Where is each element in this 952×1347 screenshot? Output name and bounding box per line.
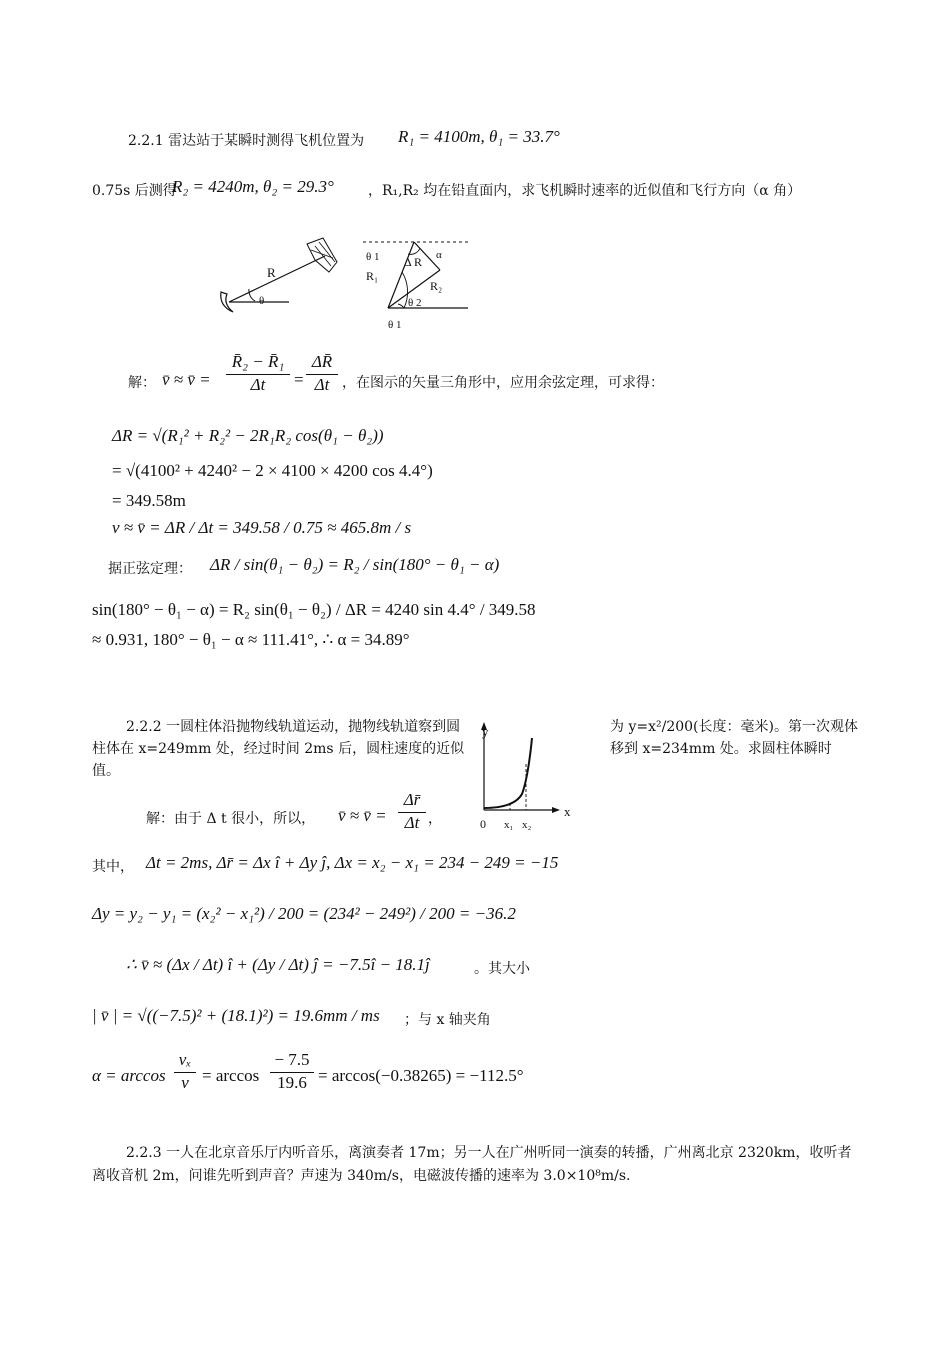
fraction-1-denominator: Δt: [250, 375, 266, 394]
theta1-top-label: θ 1: [366, 251, 380, 263]
sine-rule-eq: ΔR / sin(θ₁ − θ₂) = R₂ / sin(180° − θ₁ − α): [210, 555, 500, 574]
problem-222-fraction: [398, 790, 426, 833]
parabola-graph: [474, 716, 584, 838]
graph-y-label: y: [482, 724, 489, 739]
eq-delta-y: Δy = y₂ − y₁ = (x₂² − x₁²) / 200 = (234² − 249²) / 200 = −36.2: [92, 904, 516, 923]
problem-221-label: 2.2.1 雷达站于某瞬时测得飞机位置为: [128, 133, 365, 149]
angle-fraction-2-numerator: − 7.5: [270, 1050, 314, 1073]
fraction-1: [226, 352, 290, 395]
solution-prefix: 解：: [128, 375, 156, 391]
graph-origin-label: 0: [480, 817, 486, 831]
sine-rule-label: 据正弦定理：: [108, 561, 192, 577]
problem-222-solution-eq: v̄ ≈ v̄ =: [338, 806, 387, 825]
angle-fraction-2: [270, 1050, 314, 1093]
delta-r-label: Δ R: [404, 255, 423, 269]
problem-221-question: ，R₁,R₂ 均在铅直面内，求飞机瞬时速率的近似值和飞行方向（α 角）: [368, 183, 802, 199]
eq-angle-left: α = arccos: [92, 1066, 166, 1085]
angle-fraction-1-denominator: v: [181, 1073, 189, 1092]
theta2-label: θ 2: [408, 297, 422, 309]
alpha-label: α: [436, 249, 442, 261]
graph-x2-label: x₂: [522, 819, 532, 831]
problem-223-text: 2.2.3 一人在北京音乐厅内听音乐，离演奏者 17m；另一人在广州听同一演奏的转播，广州离北京 2320km，收听者离收音机 2m，问谁先听到声音？声速为 340m/s，电磁波传播的速率为 3.0×10⁸m/s.: [92, 1145, 852, 1184]
solution-eq-left: v̄ ≈ v̄ =: [162, 370, 211, 389]
eq-velocity-tail: 。其大小: [474, 961, 530, 977]
fraction-1-numerator: R̄₂ − R̄₁: [226, 352, 290, 375]
problem-221-time-prefix: 0.75s 后测得: [92, 183, 177, 199]
graph-x1-label: x₁: [504, 819, 514, 831]
eq-angle-mid: = arccos: [202, 1066, 260, 1085]
problem-222-solution-tail: ，: [428, 811, 442, 827]
problem-222-text-left: 2.2.2 一圆柱体沿抛物线轨道运动，抛物线轨道察到圆柱体在 x=249mm 处，经过时间 2ms 后，圆柱速度的近似值。: [92, 719, 465, 779]
eq-velocity-magnitude: | v̄ | = √((−7.5)² + (18.1)²) = 19.6mm / ms: [92, 1006, 380, 1025]
vector-triangle-figure: [358, 232, 478, 334]
problem-222-fraction-numerator: Δr̄: [398, 790, 426, 813]
angle-fraction-1-numerator: vₓ: [174, 1050, 196, 1073]
eq-speed: v ≈ v̄ = ΔR / Δt = 349.58 / 0.75 ≈ 465.8m / s: [112, 518, 412, 537]
r1-label: R₁: [366, 269, 379, 283]
problem-221-given1: R₁ = 4100m, θ₁ = 33.7°: [398, 127, 560, 146]
problem-221-given2: R₂ = 4240m, θ₂ = 29.3°: [172, 177, 334, 196]
eq-delta-x: Δt = 2ms, Δr̄ = Δx î + Δy ĵ, Δx = x₂ − x₁ = 234 − 249 = −15: [146, 853, 559, 872]
fraction-2: [306, 352, 338, 395]
eq-magnitude-tail: ；与 x 轴夹角: [404, 1012, 491, 1028]
problem-222-fraction-denominator: Δt: [404, 813, 420, 832]
where-label: 其中，: [92, 859, 134, 875]
graph-x-label: x: [564, 804, 571, 819]
angle-fraction-2-denominator: 19.6: [277, 1073, 307, 1092]
equals-sign: =: [294, 370, 304, 389]
eq-result-dr: = 349.58m: [112, 491, 186, 510]
eq-numeric: = √(4100² + 4240² − 2 × 4100 × 4200 cos 4.4°): [112, 461, 433, 480]
fraction-2-numerator: ΔR̄: [306, 352, 338, 375]
eq-angle-right: = arccos(−0.38265) = −112.5°: [318, 1066, 524, 1085]
eq-alpha-result: ≈ 0.931, 180° − θ₁ − α ≈ 111.41°, ∴ α = 34.89°: [92, 630, 410, 649]
r2-label: R₂: [430, 279, 443, 293]
radar-theta-label: θ: [259, 295, 265, 307]
eq-velocity-vector: ∴ v̄ ≈ (Δx / Δt) î + (Δy / Δt) ĵ = −7.5î − 18.1ĵ: [126, 955, 430, 974]
theta1-bottom-label: θ 1: [388, 319, 402, 331]
problem-222-text-right: 为 y=x²/200(长度：毫米)。第一次观体移到 x=234mm 处。求圆柱体瞬时: [610, 719, 858, 757]
angle-fraction-1: [174, 1050, 196, 1093]
radar-r-label: R: [267, 265, 276, 280]
eq-delta-r: ΔR = √(R₁² + R₂² − 2R₁R₂ cos(θ₁ − θ₂)): [112, 426, 384, 445]
fraction-2-denominator: Δt: [314, 375, 330, 394]
problem-222-solution-text: 解：由于 Δ t 很小，所以，: [146, 811, 316, 827]
solution-text: ，在图示的矢量三角形中，应用余弦定理，可求得：: [342, 375, 664, 391]
eq-sin-value: sin(180° − θ₁ − α) = R₂ sin(θ₁ − θ₂) / ΔR = 4240 sin 4.4° / 349.58: [92, 600, 536, 619]
radar-figure: [215, 232, 345, 322]
